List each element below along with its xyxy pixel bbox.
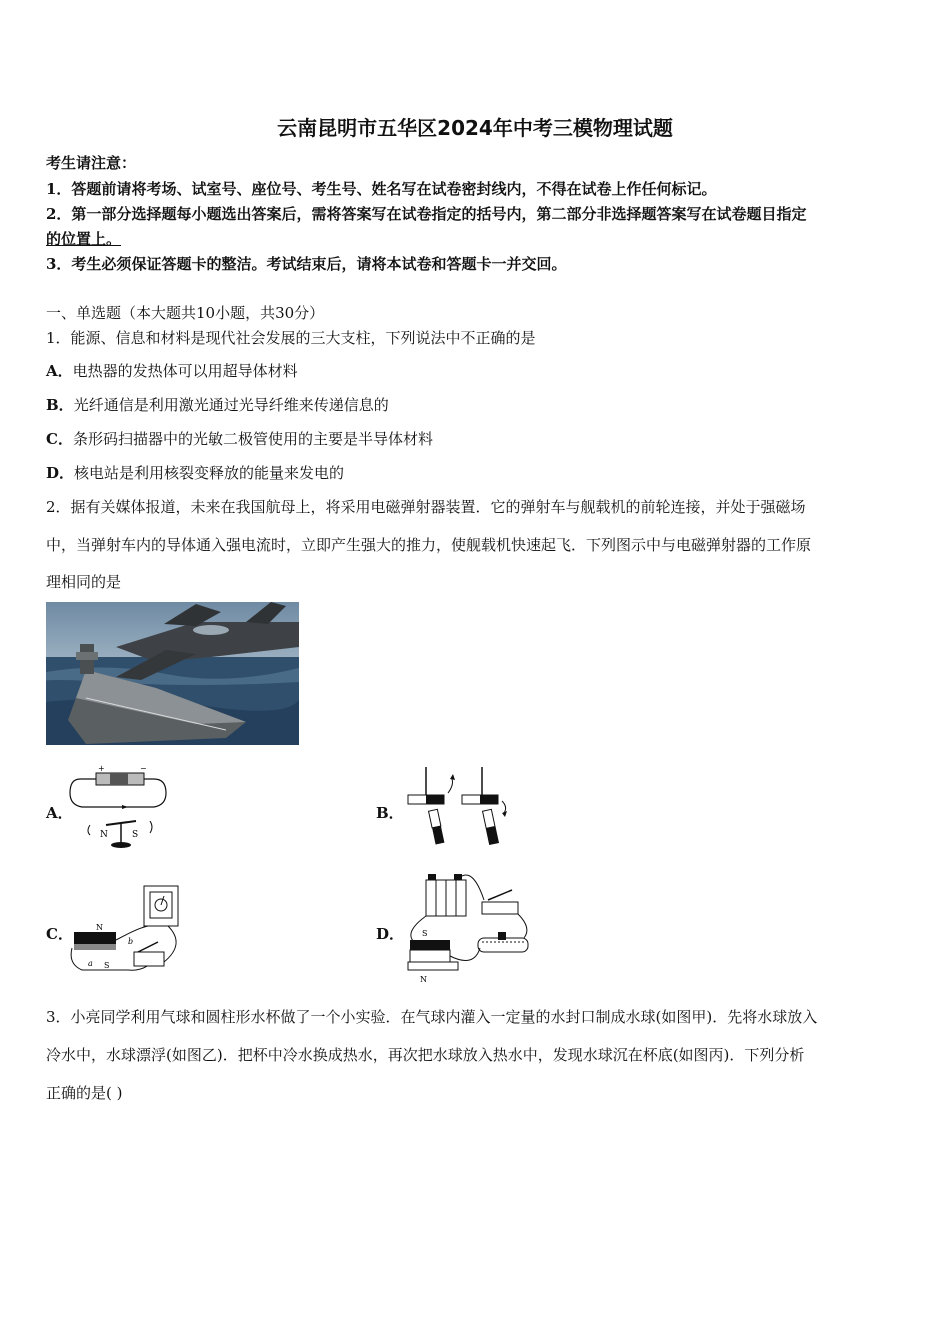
option-letter: A． [46,362,73,380]
section-heading: 一、单选题（本大题共10小题，共30分） [46,304,325,322]
q3-stem-line-3: 正确的是( ) [46,1084,123,1102]
plus-sign: + [98,765,105,773]
option-text: 核电站是利用核裂变释放的能量来发电的 [74,464,345,482]
q2-stem-line-1: 2．据有关媒体报道，未来在我国航母上，将采用电磁弹射器装置．它的弹射车与舰载机的前轮连接，并处于强磁场 [46,498,806,516]
c-a-label: a [88,959,93,968]
q2-option-c-label: C． [46,925,73,943]
option-letter: D． [46,464,75,482]
option-text: 条形码扫描器中的光敏二极管使用的主要是半导体材料 [72,430,433,448]
figure-c-induction [68,884,188,979]
north-label: N [100,830,108,840]
q2-stem-line-3: 理相同的是 [46,573,122,591]
c-north-label: N [96,923,103,932]
q2-option-d-label: D． [376,925,405,943]
page-title: 云南昆明市五华区2024年中考三模物理试题 [277,116,673,140]
notice-item-2-cont: 的位置上。 [46,230,122,248]
q3-stem-line-2: 冷水中，水球漂浮(如图乙)．把杯中冷水换成热水，再次把水球放入热水中，发现水球沉在杯底(如图丙)．下列分析 [46,1046,805,1064]
south-label: S [132,830,139,840]
c-b-label: b [128,937,134,946]
option-text: 光纤通信是利用激光通过光导纤维来传递信息的 [73,396,389,414]
figure-a-oersted [68,765,168,857]
notice-item-3: 3．考生必须保证答题卡的整洁。考试结束后，请将本试卷和答题卡一并交回。 [46,255,567,273]
q1-option-c [46,428,906,449]
q2-option-a-label: A． [46,804,73,822]
option-letter: C． [46,430,73,448]
minus-sign: − [140,765,147,773]
figure-d-motor [404,872,534,987]
c-south-label: S [104,961,110,970]
d-south-label: S [422,929,428,938]
notice-heading: 考生请注意： [46,154,137,172]
d-north-label: N [420,975,427,984]
q1-option-b [46,394,906,415]
q1-stem: 1．能源、信息和材料是现代社会发展的三大支柱，下列说法中不正确的是 [46,329,536,347]
option-letter: B． [46,396,74,414]
figure-b-magnets [404,765,524,850]
q2-stem-line-2: 中，当弹射车内的导体通入强电流时，立即产生强大的推力，使舰载机快速起飞．下列图示中与电磁弹射器的工作原 [46,536,812,554]
option-text: 电热器的发热体可以用超导体材料 [72,362,298,380]
carrier-jet-photo [46,602,299,745]
q2-option-b-label: B． [376,804,404,822]
q3-stem-line-1: 3．小亮同学利用气球和圆柱形水杯做了一个小实验．在气球内灌入一定量的水封口制成水球(如图甲)．先将水球放入 [46,1008,818,1026]
notice-item-2: 2．第一部分选择题每小题选出答案后，需将答案写在试卷指定的括号内，第二部分非选择题答案写在试卷题目指定 [46,205,807,223]
q1-option-a [46,360,906,381]
notice-item-1: 1．答题前请将考场、试室号、座位号、考生号、姓名写在试卷密封线内，不得在试卷上作任何标记。 [46,180,717,198]
q1-option-d [46,462,906,483]
